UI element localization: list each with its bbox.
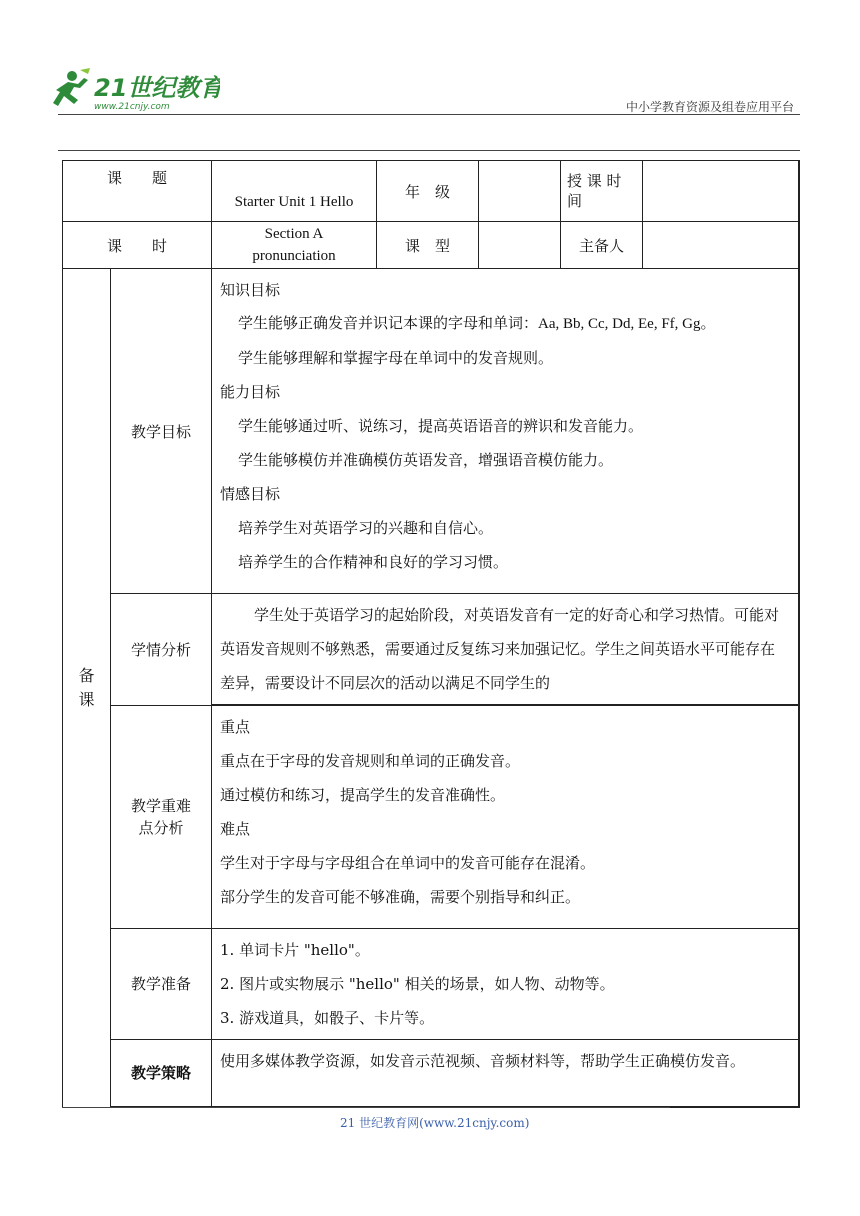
objectives-label: 教学目标 xyxy=(111,269,212,594)
difficult-item: 学生对于字母与字母组合在单词中的发音可能存在混淆。 xyxy=(220,854,596,872)
analysis-text: 学生处于英语学习的起始阶段，对英语发音有一定的好奇心和学习热情。可能对英语发音规则不够熟悉，需要通过反复练习来加强记忆。学生之间英语水平可能存在差异，需要设计不同层次的活动以满足不同学生的 xyxy=(220,606,780,692)
key-item: 通过模仿和练习，提高学生的发音准确性。 xyxy=(220,786,506,804)
logo-brand-text: 21世纪教育 xyxy=(94,74,220,102)
table-row xyxy=(63,161,799,222)
preparer-label: 主备人 xyxy=(561,222,643,269)
period-value: Section A pronunciation xyxy=(212,222,377,269)
table-row xyxy=(63,222,799,269)
table-row xyxy=(63,594,799,706)
table-row xyxy=(63,705,799,928)
preparation-label: 教学准备 xyxy=(111,928,212,1039)
brand-logo xyxy=(50,66,220,112)
ability-title: 能力目标 xyxy=(220,383,281,401)
preparation-side-label: 备 课 xyxy=(63,269,111,1107)
strategy-text: 使用多媒体教学资源，如发音示范视频、音频材料等，帮助学生正确模仿发音。 xyxy=(220,1051,746,1070)
lesson-plan-table xyxy=(62,160,800,1108)
difficult-item: 部分学生的发音可能不够准确，需要个别指导和纠正。 xyxy=(220,888,581,906)
platform-name: 中小学教育资源及组卷应用平台 xyxy=(625,100,794,114)
topic-label: 课 题 xyxy=(63,161,212,222)
strategy-content xyxy=(212,1039,799,1107)
table-row xyxy=(63,928,799,1039)
teaching-time-label: 授 课 时 间 xyxy=(561,161,643,222)
topic-value: Starter Unit 1 Hello xyxy=(212,161,377,222)
difficult-title: 难点 xyxy=(220,820,251,838)
knowledge-item: 学生能够正确发音并识记本课的字母和单词：Aa, Bb, Cc, Dd, Ee, Ff, Gg。 xyxy=(238,316,716,332)
ability-item: 学生能够模仿并准确模仿英语发音，增强语音模仿能力。 xyxy=(238,451,614,469)
objectives-content xyxy=(212,269,799,594)
analysis-label: 学情分析 xyxy=(111,594,212,706)
emotion-item: 培养学生的合作精神和良好的学习习惯。 xyxy=(238,553,509,571)
footer-link[interactable]: 21 世纪教育网(www.21cnjy.com) xyxy=(340,1116,530,1130)
table-row xyxy=(63,269,799,594)
strategy-label: 教学策略 xyxy=(111,1039,212,1107)
grade-value xyxy=(479,161,561,222)
table-row xyxy=(63,1039,799,1107)
knowledge-title: 知识目标 xyxy=(220,281,281,299)
key-item: 重点在于字母的发音规则和单词的正确发音。 xyxy=(220,752,521,770)
period-label: 课 时 xyxy=(63,222,212,269)
emotion-title: 情感目标 xyxy=(220,485,281,503)
ability-item: 学生能够通过听、说练习，提高英语语音的辨识和发音能力。 xyxy=(238,417,644,435)
preparation-item: 1. 单词卡片 "hello"。 xyxy=(220,940,370,959)
lesson-type-label: 课 型 xyxy=(377,222,479,269)
knowledge-item: 学生能够理解和掌握字母在单词中的发音规则。 xyxy=(238,349,554,367)
logo-url-text: www.21cnjy.com xyxy=(94,102,170,112)
key-title: 重点 xyxy=(220,718,251,736)
preparation-content xyxy=(212,928,799,1039)
analysis-content xyxy=(212,594,799,706)
lesson-type-value xyxy=(479,222,561,269)
footer-divider xyxy=(62,1107,670,1108)
preparer-value xyxy=(643,222,799,269)
emotion-item: 培养学生对英语学习的兴趣和自信心。 xyxy=(238,519,494,537)
key-points-content xyxy=(212,705,799,928)
preparation-item: 3. 游戏道具，如骰子、卡片等。 xyxy=(220,1008,435,1027)
preparation-item: 2. 图片或实物展示 "hello" 相关的场景，如人物、动物等。 xyxy=(220,974,615,993)
teaching-time-value xyxy=(643,161,799,222)
header-divider-2 xyxy=(58,150,800,151)
key-points-label: 教学重难点分析 xyxy=(111,705,212,928)
header-divider xyxy=(58,114,800,115)
grade-label: 年 级 xyxy=(377,161,479,222)
